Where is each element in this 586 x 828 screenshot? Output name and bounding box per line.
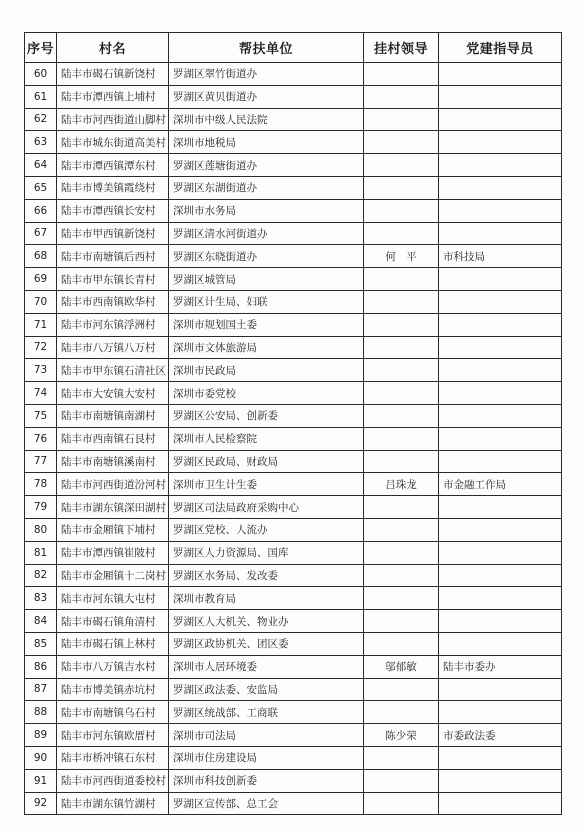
village-leader-cell	[364, 382, 439, 405]
village-name-cell: 陆丰市博美镇霞绕村	[57, 176, 169, 199]
row-number-cell: 81	[25, 541, 57, 564]
village-name-cell: 陆丰市西南镇石艮村	[57, 427, 169, 450]
village-name-cell: 陆丰市湖东镇深田湖村	[57, 496, 169, 519]
assistance-unit-cell: 深圳市水务局	[169, 199, 364, 222]
village-assistance-table	[24, 32, 562, 815]
table-row	[25, 678, 562, 701]
party-instructor-cell: 市科技局	[439, 245, 562, 268]
party-instructor-cell	[439, 518, 562, 541]
assistance-unit-cell: 罗湖区东晓街道办	[169, 245, 364, 268]
assistance-unit-cell: 罗湖区计生局、妇联	[169, 290, 364, 313]
row-number-cell: 92	[25, 792, 57, 815]
party-instructor-cell	[439, 610, 562, 633]
assistance-unit-cell: 罗湖区政法委、安监局	[169, 678, 364, 701]
assistance-unit-cell: 深圳市教育局	[169, 587, 364, 610]
table-row	[25, 473, 562, 496]
village-name-cell: 陆丰市八万镇吉水村	[57, 655, 169, 678]
village-name-cell: 陆丰市金厢镇下埔村	[57, 518, 169, 541]
party-instructor-cell	[439, 63, 562, 86]
village-name-cell: 陆丰市金厢镇十二岗村	[57, 564, 169, 587]
village-name-cell: 陆丰市潭西镇上埔村	[57, 85, 169, 108]
row-number-cell: 84	[25, 610, 57, 633]
table-row	[25, 724, 562, 747]
assistance-unit-cell: 罗湖区东湖街道办	[169, 176, 364, 199]
village-name-cell: 陆丰市甲东镇石清社区	[57, 359, 169, 382]
table-row	[25, 85, 562, 108]
party-instructor-cell	[439, 268, 562, 291]
party-instructor-cell	[439, 199, 562, 222]
row-number-cell: 87	[25, 678, 57, 701]
party-instructor-cell	[439, 359, 562, 382]
assistance-unit-cell: 深圳市民政局	[169, 359, 364, 382]
assistance-unit-cell: 深圳市卫生计生委	[169, 473, 364, 496]
party-instructor-cell	[439, 427, 562, 450]
village-name-cell: 陆丰市潭西镇长安村	[57, 199, 169, 222]
row-number-cell: 67	[25, 222, 57, 245]
village-name-cell: 陆丰市河东镇欧厝村	[57, 724, 169, 747]
village-leader-cell: 邬郁敏	[364, 655, 439, 678]
village-name-cell: 陆丰市甲东镇长青村	[57, 268, 169, 291]
row-number-cell: 90	[25, 746, 57, 769]
village-name-cell: 陆丰市碣石镇上林村	[57, 632, 169, 655]
row-number-cell: 63	[25, 131, 57, 154]
village-leader-cell	[364, 108, 439, 131]
table-row	[25, 199, 562, 222]
village-leader-cell: 吕珠龙	[364, 473, 439, 496]
village-leader-cell	[364, 450, 439, 473]
village-leader-cell	[364, 769, 439, 792]
village-leader-cell	[364, 85, 439, 108]
party-instructor-cell	[439, 176, 562, 199]
village-leader-cell	[364, 427, 439, 450]
table-row	[25, 518, 562, 541]
party-instructor-cell	[439, 85, 562, 108]
assistance-unit-cell: 深圳市地税局	[169, 131, 364, 154]
row-number-cell: 66	[25, 199, 57, 222]
party-instructor-cell	[439, 404, 562, 427]
table-row	[25, 450, 562, 473]
village-leader-cell: 陈少荣	[364, 724, 439, 747]
row-number-cell: 62	[25, 108, 57, 131]
table-row	[25, 359, 562, 382]
row-number-cell: 64	[25, 154, 57, 177]
party-instructor-cell	[439, 131, 562, 154]
village-leader-cell	[364, 632, 439, 655]
table-row	[25, 769, 562, 792]
assistance-unit-cell: 罗湖区黄贝街道办	[169, 85, 364, 108]
table-row	[25, 541, 562, 564]
table-row	[25, 268, 562, 291]
assistance-unit-cell: 罗湖区人力资源局、国库	[169, 541, 364, 564]
village-leader-cell	[364, 359, 439, 382]
village-leader-cell	[364, 336, 439, 359]
table-row	[25, 108, 562, 131]
table-row	[25, 701, 562, 724]
village-name-cell: 陆丰市甲西镇新饶村	[57, 222, 169, 245]
village-leader-cell	[364, 564, 439, 587]
row-number-cell: 60	[25, 63, 57, 86]
village-leader-cell	[364, 154, 439, 177]
village-leader-cell	[364, 268, 439, 291]
party-instructor-cell	[439, 701, 562, 724]
row-number-cell: 86	[25, 655, 57, 678]
row-number-cell: 65	[25, 176, 57, 199]
table-row	[25, 655, 562, 678]
table-row	[25, 496, 562, 519]
assistance-unit-cell: 罗湖区民政局、财政局	[169, 450, 364, 473]
village-leader-cell	[364, 313, 439, 336]
village-name-cell: 陆丰市河西街道汾河村	[57, 473, 169, 496]
row-number-cell: 91	[25, 769, 57, 792]
table-header-row	[25, 33, 562, 63]
village-name-cell: 陆丰市碣石镇新饶村	[57, 63, 169, 86]
party-instructor-cell	[439, 541, 562, 564]
table-row	[25, 336, 562, 359]
village-name-cell: 陆丰市河东镇浮洲村	[57, 313, 169, 336]
header-no: 序号	[25, 33, 57, 63]
party-instructor-cell	[439, 564, 562, 587]
row-number-cell: 80	[25, 518, 57, 541]
assistance-unit-cell: 深圳市司法局	[169, 724, 364, 747]
party-instructor-cell	[439, 108, 562, 131]
party-instructor-cell: 市委政法委	[439, 724, 562, 747]
village-name-cell: 陆丰市西南镇欧华村	[57, 290, 169, 313]
row-number-cell: 75	[25, 404, 57, 427]
assistance-unit-cell: 罗湖区政协机关、团区委	[169, 632, 364, 655]
row-number-cell: 78	[25, 473, 57, 496]
party-instructor-cell	[439, 222, 562, 245]
assistance-unit-cell: 罗湖区城管局	[169, 268, 364, 291]
assistance-unit-cell: 罗湖区人大机关、物业办	[169, 610, 364, 633]
assistance-unit-cell: 罗湖区司法局政府采购中心	[169, 496, 364, 519]
party-instructor-cell	[439, 313, 562, 336]
row-number-cell: 68	[25, 245, 57, 268]
table-row	[25, 154, 562, 177]
village-leader-cell	[364, 587, 439, 610]
village-name-cell: 陆丰市河西街道委校村	[57, 769, 169, 792]
village-name-cell: 陆丰市桥冲镇石东村	[57, 746, 169, 769]
table-row	[25, 176, 562, 199]
village-name-cell: 陆丰市博美镇赤坑村	[57, 678, 169, 701]
assistance-unit-cell: 罗湖区党校、人流办	[169, 518, 364, 541]
table-row	[25, 632, 562, 655]
village-name-cell: 陆丰市大安镇大安村	[57, 382, 169, 405]
assistance-unit-cell: 深圳市科技创新委	[169, 769, 364, 792]
party-instructor-cell	[439, 336, 562, 359]
row-number-cell: 88	[25, 701, 57, 724]
village-leader-cell	[364, 131, 439, 154]
assistance-unit-cell: 罗湖区水务局、发改委	[169, 564, 364, 587]
assistance-unit-cell: 罗湖区翠竹街道办	[169, 63, 364, 86]
header-unit: 帮扶单位	[169, 33, 364, 63]
party-instructor-cell	[439, 450, 562, 473]
assistance-unit-cell: 深圳市文体旅游局	[169, 336, 364, 359]
village-name-cell: 陆丰市南塘镇乌石村	[57, 701, 169, 724]
assistance-unit-cell: 罗湖区统战部、工商联	[169, 701, 364, 724]
table-row	[25, 382, 562, 405]
party-instructor-cell	[439, 769, 562, 792]
party-instructor-cell	[439, 496, 562, 519]
village-leader-cell	[364, 518, 439, 541]
table-body	[25, 63, 562, 815]
village-name-cell: 陆丰市河西街道山脚村	[57, 108, 169, 131]
row-number-cell: 83	[25, 587, 57, 610]
village-leader-cell	[364, 792, 439, 815]
party-instructor-cell	[439, 290, 562, 313]
party-instructor-cell	[439, 154, 562, 177]
village-name-cell: 陆丰市河东镇大屯村	[57, 587, 169, 610]
row-number-cell: 85	[25, 632, 57, 655]
assistance-unit-cell: 深圳市人居环境委	[169, 655, 364, 678]
village-leader-cell	[364, 199, 439, 222]
party-instructor-cell	[439, 632, 562, 655]
row-number-cell: 70	[25, 290, 57, 313]
table-row	[25, 746, 562, 769]
table-row	[25, 404, 562, 427]
header-instructor: 党建指导员	[439, 33, 562, 63]
party-instructor-cell	[439, 678, 562, 701]
village-leader-cell	[364, 746, 439, 769]
village-leader-cell	[364, 541, 439, 564]
row-number-cell: 74	[25, 382, 57, 405]
assistance-unit-cell: 深圳市住房建设局	[169, 746, 364, 769]
village-leader-cell	[364, 404, 439, 427]
assistance-unit-cell: 深圳市人民检察院	[169, 427, 364, 450]
table-row	[25, 792, 562, 815]
table-row	[25, 290, 562, 313]
assistance-unit-cell: 罗湖区宣传部、总工会	[169, 792, 364, 815]
party-instructor-cell	[439, 746, 562, 769]
table-row	[25, 245, 562, 268]
header-leader: 挂村领导	[364, 33, 439, 63]
row-number-cell: 79	[25, 496, 57, 519]
assistance-unit-cell: 罗湖区莲塘街道办	[169, 154, 364, 177]
village-name-cell: 陆丰市湖东镇竹湖村	[57, 792, 169, 815]
row-number-cell: 61	[25, 85, 57, 108]
village-name-cell: 陆丰市碣石镇角清村	[57, 610, 169, 633]
table-row	[25, 63, 562, 86]
party-instructor-cell	[439, 792, 562, 815]
row-number-cell: 73	[25, 359, 57, 382]
village-name-cell: 陆丰市潭西镇潭东村	[57, 154, 169, 177]
village-name-cell: 陆丰市八万镇八万村	[57, 336, 169, 359]
assistance-unit-cell: 罗湖区公安局、创新委	[169, 404, 364, 427]
row-number-cell: 71	[25, 313, 57, 336]
row-number-cell: 72	[25, 336, 57, 359]
village-leader-cell	[364, 290, 439, 313]
table-row	[25, 131, 562, 154]
village-name-cell: 陆丰市南塘镇后西村	[57, 245, 169, 268]
party-instructor-cell: 陆丰市委办	[439, 655, 562, 678]
village-name-cell: 陆丰市南塘镇南湖村	[57, 404, 169, 427]
table-row	[25, 610, 562, 633]
assistance-unit-cell: 深圳市规划国土委	[169, 313, 364, 336]
village-leader-cell	[364, 701, 439, 724]
village-name-cell: 陆丰市城东街道高美村	[57, 131, 169, 154]
row-number-cell: 77	[25, 450, 57, 473]
village-leader-cell	[364, 610, 439, 633]
table-row	[25, 587, 562, 610]
table-row	[25, 313, 562, 336]
row-number-cell: 69	[25, 268, 57, 291]
village-leader-cell	[364, 63, 439, 86]
header-village: 村名	[57, 33, 169, 63]
village-leader-cell	[364, 176, 439, 199]
party-instructor-cell: 市金融工作局	[439, 473, 562, 496]
row-number-cell: 89	[25, 724, 57, 747]
village-leader-cell	[364, 678, 439, 701]
village-leader-cell	[364, 496, 439, 519]
party-instructor-cell	[439, 587, 562, 610]
village-name-cell: 陆丰市南塘镇溪南村	[57, 450, 169, 473]
table-row	[25, 427, 562, 450]
assistance-unit-cell: 深圳市委党校	[169, 382, 364, 405]
village-leader-cell: 何 平	[364, 245, 439, 268]
assistance-unit-cell: 深圳市中级人民法院	[169, 108, 364, 131]
table-row	[25, 564, 562, 587]
village-leader-cell	[364, 222, 439, 245]
row-number-cell: 76	[25, 427, 57, 450]
row-number-cell: 82	[25, 564, 57, 587]
table-row	[25, 222, 562, 245]
party-instructor-cell	[439, 382, 562, 405]
village-name-cell: 陆丰市潭西镇崔陂村	[57, 541, 169, 564]
assistance-unit-cell: 罗湖区清水河街道办	[169, 222, 364, 245]
